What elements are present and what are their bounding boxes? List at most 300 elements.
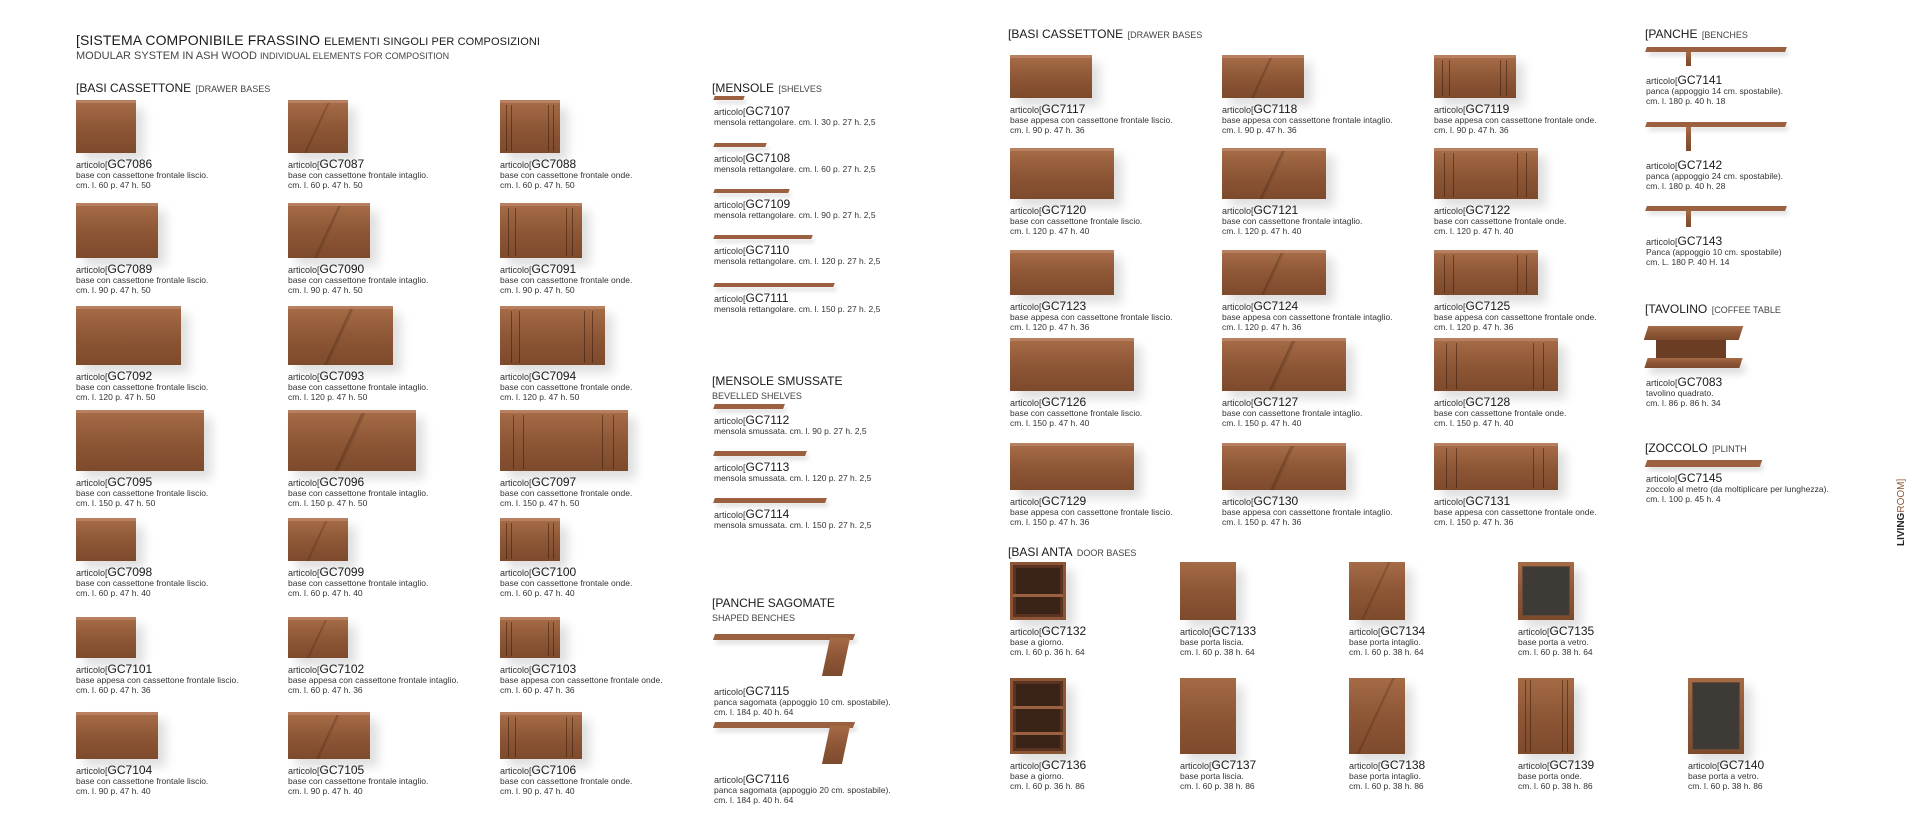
product-item bbox=[288, 410, 428, 508]
article-label: articolo[ bbox=[1222, 398, 1254, 408]
product-item bbox=[1222, 148, 1362, 236]
product-description: panca (appoggio 24 cm. spostabile). bbox=[1646, 171, 1784, 181]
product-description: Panca (appoggio 10 cm. spostabile) bbox=[1646, 247, 1782, 257]
wave-groove bbox=[1444, 255, 1445, 293]
product-caption bbox=[288, 477, 428, 508]
glass-door-base-image bbox=[1518, 562, 1574, 620]
wave-groove bbox=[1517, 255, 1518, 293]
wave-groove bbox=[513, 415, 514, 469]
product-code: GC7138 bbox=[1380, 758, 1426, 772]
product-code: GC7129 bbox=[1041, 494, 1087, 508]
product-code: GC7127 bbox=[1253, 395, 1299, 409]
product-caption bbox=[714, 245, 880, 266]
wave-groove bbox=[1526, 153, 1527, 197]
article-label: articolo[ bbox=[714, 775, 746, 785]
product-description: base con cassettone frontale onde. bbox=[1434, 216, 1567, 226]
product-description: mensola rettangolare. cm. l. 120 p. 27 h. 2,5 bbox=[714, 256, 881, 266]
title-sub: ELEMENTI SINGOLI PER COMPOSIZIONI bbox=[324, 36, 541, 48]
product-description: base appesa con cassettone frontale liscio. bbox=[1010, 507, 1173, 517]
article-label: articolo[ bbox=[288, 766, 320, 776]
product-description: base con cassettone frontale intaglio. bbox=[1222, 216, 1363, 226]
drawer-base-image bbox=[500, 712, 582, 759]
product-caption bbox=[1434, 104, 1597, 135]
article-label: articolo[ bbox=[1222, 497, 1254, 507]
drawer-base-image bbox=[1222, 250, 1326, 295]
product-dimensions: cm. l. 120 p. 47 h. 40 bbox=[1010, 226, 1090, 236]
product-caption bbox=[1349, 626, 1425, 657]
product-dimensions: cm. l. 180 p. 40 h. 18 bbox=[1646, 96, 1726, 106]
product-code: GC7102 bbox=[319, 662, 365, 676]
glass-door-base-image bbox=[1688, 678, 1744, 754]
product-description: base con cassettone frontale onde. bbox=[500, 382, 633, 392]
article-label: articolo[ bbox=[1646, 378, 1678, 388]
product-code: GC7103 bbox=[531, 662, 577, 676]
product-dimensions: cm. l. 90 p. 47 h. 36 bbox=[1434, 125, 1509, 135]
article-label: articolo[ bbox=[714, 154, 746, 164]
product-code: GC7118 bbox=[1253, 102, 1298, 116]
drawer-base-image bbox=[1010, 55, 1092, 98]
product-item bbox=[76, 100, 208, 190]
article-label: articolo[ bbox=[76, 265, 108, 275]
wave-groove bbox=[511, 105, 512, 151]
wave-groove bbox=[553, 523, 554, 559]
wave-groove bbox=[602, 415, 603, 469]
door-base-image bbox=[1180, 678, 1236, 754]
product-dimensions: cm. l. 120 p. 47 h. 50 bbox=[288, 392, 368, 402]
wave-groove bbox=[548, 523, 549, 559]
product-item bbox=[1646, 206, 1786, 267]
coffee-table-image bbox=[1646, 326, 1741, 371]
product-code: GC7126 bbox=[1041, 395, 1087, 409]
product-dimensions: cm. l. 120 p. 47 h. 40 bbox=[1434, 226, 1514, 236]
product-code: GC7115 bbox=[745, 684, 790, 698]
product-dimensions: cm. l. 150 p. 47 h. 40 bbox=[1222, 418, 1302, 428]
product-caption bbox=[288, 159, 428, 190]
product-item bbox=[714, 143, 876, 174]
article-label: articolo[ bbox=[1010, 497, 1042, 507]
drawer-base-image bbox=[288, 518, 348, 561]
product-item bbox=[76, 203, 208, 295]
drawer-base-image bbox=[288, 712, 370, 759]
product-item bbox=[1434, 250, 1597, 332]
article-label: articolo[ bbox=[714, 463, 746, 473]
article-label: articolo[ bbox=[500, 372, 532, 382]
wave-groove bbox=[1456, 448, 1457, 488]
product-caption bbox=[1646, 377, 1741, 408]
drawer-base-image bbox=[1434, 148, 1538, 199]
product-code: GC7104 bbox=[107, 763, 153, 777]
product-dimensions: cm. l. 60 p. 47 h. 40 bbox=[288, 588, 363, 598]
product-code: GC7122 bbox=[1465, 203, 1511, 217]
product-description: base porta a vetro. bbox=[1518, 637, 1589, 647]
drawer-base-image bbox=[500, 203, 582, 258]
product-caption bbox=[500, 371, 632, 402]
product-description: mensola smussata. cm. l. 90 p. 27 h. 2,5 bbox=[714, 426, 867, 436]
carve-detail bbox=[288, 521, 348, 561]
product-description: base con cassettone frontale intaglio. bbox=[288, 578, 429, 588]
product-item bbox=[1010, 678, 1086, 791]
product-item bbox=[288, 712, 428, 796]
article-label: articolo[ bbox=[1222, 302, 1254, 312]
product-description: base appesa con cassettone frontale intaglio. bbox=[1222, 115, 1393, 125]
product-description: zoccolo al metro (da moltiplicare per lunghezza). bbox=[1646, 484, 1829, 494]
inner-shelf bbox=[1013, 732, 1063, 735]
product-code: GC7097 bbox=[531, 475, 577, 489]
product-description: mensola rettangolare. cm. l. 150 p. 27 h. 2,5 bbox=[714, 304, 881, 314]
product-code: GC7121 bbox=[1253, 203, 1299, 217]
wave-groove bbox=[1506, 60, 1507, 96]
article-label: articolo[ bbox=[1010, 206, 1042, 216]
product-code: GC7141 bbox=[1677, 73, 1723, 87]
wave-groove bbox=[553, 622, 554, 656]
product-code: GC7114 bbox=[745, 507, 790, 521]
product-dimensions: cm. l. 150 p. 47 h. 50 bbox=[76, 498, 156, 508]
shelf-image bbox=[713, 143, 766, 147]
product-code: GC7086 bbox=[107, 157, 153, 171]
product-dimensions: cm. l. 150 p. 47 h. 50 bbox=[288, 498, 368, 508]
article-label: articolo[ bbox=[500, 478, 532, 488]
product-code: GC7112 bbox=[745, 413, 790, 427]
product-description: base con cassettone frontale liscio. bbox=[76, 382, 209, 392]
carve-detail bbox=[1222, 341, 1346, 391]
product-description: base porta liscia. bbox=[1180, 771, 1244, 781]
product-dimensions: cm. l. 60 p. 47 h. 50 bbox=[76, 180, 151, 190]
article-label: articolo[ bbox=[1688, 761, 1720, 771]
product-code: GC7083 bbox=[1677, 375, 1723, 389]
product-code: GC7106 bbox=[531, 763, 577, 777]
product-code: GC7096 bbox=[319, 475, 365, 489]
wave-groove bbox=[1446, 448, 1447, 488]
article-label: articolo[ bbox=[1010, 627, 1042, 637]
wave-groove bbox=[508, 208, 509, 256]
article-label: articolo[ bbox=[1010, 398, 1042, 408]
product-code: GC7125 bbox=[1465, 299, 1511, 313]
drawer-base-image bbox=[76, 617, 136, 658]
product-description: base porta intaglio. bbox=[1349, 637, 1421, 647]
product-item bbox=[1646, 122, 1786, 191]
wave-groove bbox=[566, 208, 567, 256]
product-code: GC7134 bbox=[1380, 624, 1426, 638]
wave-groove bbox=[592, 311, 593, 363]
article-label: articolo[ bbox=[288, 160, 320, 170]
product-dimensions: cm. l. 90 p. 47 h. 50 bbox=[500, 285, 575, 295]
product-code: GC7109 bbox=[745, 197, 791, 211]
table-top bbox=[1644, 326, 1744, 340]
product-dimensions: cm. l. 120 p. 47 h. 50 bbox=[500, 392, 580, 402]
product-description: base con cassettone frontale intaglio. bbox=[288, 776, 429, 786]
product-item bbox=[1434, 338, 1566, 428]
article-label: articolo[ bbox=[1646, 76, 1678, 86]
product-item bbox=[1434, 55, 1597, 135]
product-dimensions: cm. l. 60 p. 38 h. 86 bbox=[1180, 781, 1255, 791]
product-caption bbox=[1434, 397, 1566, 428]
wave-groove bbox=[548, 622, 549, 656]
drawer-base-image bbox=[288, 617, 348, 658]
article-label: articolo[ bbox=[1434, 105, 1466, 115]
product-code: GC7137 bbox=[1211, 758, 1257, 772]
article-label: articolo[ bbox=[500, 160, 532, 170]
article-label: articolo[ bbox=[714, 510, 746, 520]
drawer-base-image bbox=[76, 306, 181, 365]
drawer-base-image bbox=[1010, 148, 1114, 199]
product-caption bbox=[1646, 473, 1829, 504]
product-dimensions: cm. l. 90 p. 47 h. 40 bbox=[76, 786, 151, 796]
side-label: LIVINGROOM] bbox=[1896, 478, 1907, 546]
product-item bbox=[1222, 338, 1362, 428]
product-description: base con cassettone frontale intaglio. bbox=[288, 382, 429, 392]
wave-groove bbox=[1530, 680, 1531, 752]
carve-detail bbox=[288, 309, 393, 365]
bench-support bbox=[822, 726, 850, 764]
product-caption bbox=[76, 371, 208, 402]
product-code: GC7142 bbox=[1677, 158, 1723, 172]
inner-shelf bbox=[1013, 594, 1063, 597]
drawer-base-image bbox=[500, 100, 560, 153]
product-item bbox=[500, 306, 632, 402]
wave-groove bbox=[508, 717, 509, 757]
product-dimensions: cm. l. 150 p. 47 h. 36 bbox=[1222, 517, 1302, 527]
product-description: mensola rettangolare. cm. l. 30 p. 27 h. 2,5 bbox=[714, 117, 876, 127]
product-code: GC7131 bbox=[1465, 494, 1511, 508]
article-label: articolo[ bbox=[1349, 627, 1381, 637]
drawer-base-image bbox=[1434, 338, 1558, 391]
wave-groove bbox=[1533, 448, 1534, 488]
product-caption bbox=[1222, 397, 1362, 428]
product-caption bbox=[714, 415, 867, 436]
drawer-base-image bbox=[1434, 55, 1516, 98]
shaped-bench-image bbox=[714, 628, 854, 680]
open-base-image bbox=[1010, 562, 1066, 620]
section-tavolino: [TAVOLINO [COFFEE TABLE bbox=[1645, 302, 1781, 316]
drawer-base-image bbox=[76, 410, 204, 471]
drawer-base-image bbox=[500, 518, 560, 561]
drawer-base-image bbox=[288, 306, 393, 365]
article-label: articolo[ bbox=[1222, 206, 1254, 216]
product-code: GC7139 bbox=[1549, 758, 1595, 772]
drawer-base-image bbox=[1010, 338, 1134, 391]
product-description: base a giorno. bbox=[1010, 771, 1064, 781]
product-description: base appesa con cassettone frontale onde. bbox=[500, 675, 663, 685]
product-item bbox=[288, 617, 459, 695]
product-description: base con cassettone frontale onde. bbox=[500, 578, 633, 588]
product-code: GC7101 bbox=[107, 662, 153, 676]
product-caption bbox=[1518, 626, 1594, 657]
bench-top bbox=[1645, 206, 1787, 211]
bench-image bbox=[1646, 122, 1786, 154]
product-caption bbox=[500, 159, 632, 190]
wave-groove bbox=[1517, 153, 1518, 197]
product-caption bbox=[76, 477, 208, 508]
product-description: base con cassettone frontale liscio. bbox=[1010, 408, 1143, 418]
product-code: GC7136 bbox=[1041, 758, 1087, 772]
wave-groove bbox=[511, 311, 512, 363]
drawer-base-image bbox=[76, 518, 136, 561]
product-caption bbox=[714, 293, 880, 314]
product-code: GC7088 bbox=[531, 157, 577, 171]
product-description: base porta liscia. bbox=[1180, 637, 1244, 647]
product-code: GC7113 bbox=[745, 460, 790, 474]
bench-image bbox=[1646, 206, 1786, 230]
product-caption bbox=[288, 765, 428, 796]
product-caption bbox=[76, 765, 208, 796]
product-item bbox=[714, 628, 891, 717]
product-dimensions: cm. l. 86 p. 86 h. 34 bbox=[1646, 398, 1721, 408]
product-caption bbox=[1688, 760, 1764, 791]
product-caption bbox=[288, 371, 428, 402]
product-description: mensola rettangolare. cm. l. 90 p. 27 h. 2,5 bbox=[714, 210, 876, 220]
product-code: GC7130 bbox=[1253, 494, 1299, 508]
bench-top bbox=[1645, 47, 1787, 52]
product-dimensions: cm. l. 150 p. 47 h. 50 bbox=[500, 498, 580, 508]
product-item bbox=[500, 617, 663, 695]
wave-groove bbox=[572, 717, 573, 757]
product-description: mensola rettangolare. cm. l. 60 p. 27 h. 2,5 bbox=[714, 164, 876, 174]
product-code: GC7117 bbox=[1041, 102, 1086, 116]
article-label: articolo[ bbox=[500, 766, 532, 776]
product-description: base con cassettone frontale liscio. bbox=[76, 578, 209, 588]
wave-groove bbox=[1449, 60, 1450, 96]
product-dimensions: cm. l. 150 p. 47 h. 40 bbox=[1010, 418, 1090, 428]
product-code: GC7145 bbox=[1677, 471, 1723, 485]
product-code: GC7123 bbox=[1041, 299, 1087, 313]
drawer-base-image bbox=[1010, 250, 1114, 295]
product-item bbox=[288, 100, 428, 190]
product-caption bbox=[1180, 760, 1256, 791]
section-panche: [PANCHE [BENCHES bbox=[1645, 27, 1748, 41]
product-item bbox=[1518, 678, 1594, 791]
product-description: base porta onde. bbox=[1518, 771, 1582, 781]
section-basi-cassettone-left: [BASI CASSETTONE [DRAWER BASES bbox=[76, 81, 271, 95]
product-item bbox=[288, 518, 428, 598]
wave-groove bbox=[1543, 343, 1544, 389]
wave-groove bbox=[572, 208, 573, 256]
title-main: [SISTEMA COMPONIBILE FRASSINO bbox=[76, 32, 321, 48]
product-description: base con cassettone frontale liscio. bbox=[76, 275, 209, 285]
product-item bbox=[714, 498, 871, 530]
product-dimensions: cm. L. 180 P. 40 H. 14 bbox=[1646, 257, 1730, 267]
section-mensole-smussate: [MENSOLE SMUSSATE BEVELLED SHELVES bbox=[712, 374, 843, 401]
product-caption bbox=[288, 567, 428, 598]
product-item bbox=[1010, 338, 1142, 428]
carve-detail bbox=[1222, 58, 1304, 98]
product-caption bbox=[1434, 205, 1566, 236]
section-mensole: [MENSOLE [SHELVES bbox=[712, 81, 822, 95]
product-caption bbox=[1222, 496, 1393, 527]
wave-groove bbox=[515, 717, 516, 757]
product-dimensions: cm. l. 60 p. 38 h. 64 bbox=[1180, 647, 1255, 657]
article-label: articolo[ bbox=[1180, 761, 1212, 771]
article-label: articolo[ bbox=[76, 766, 108, 776]
product-code: GC7094 bbox=[531, 369, 577, 383]
product-caption bbox=[714, 462, 871, 483]
wave-groove bbox=[613, 415, 614, 469]
product-description: base porta intaglio. bbox=[1349, 771, 1421, 781]
product-item bbox=[714, 716, 891, 805]
article-label: articolo[ bbox=[500, 265, 532, 275]
product-dimensions: cm. l. 60 p. 36 h. 86 bbox=[1010, 781, 1085, 791]
product-caption bbox=[1434, 301, 1597, 332]
product-code: GC7098 bbox=[107, 565, 153, 579]
bench-support bbox=[1686, 211, 1691, 227]
drawer-base-image bbox=[1222, 338, 1346, 391]
product-dimensions: cm. l. 184 p. 40 h. 64 bbox=[714, 707, 794, 717]
product-item bbox=[288, 306, 428, 402]
product-description: base a giorno. bbox=[1010, 637, 1064, 647]
product-item bbox=[1180, 678, 1256, 791]
wave-groove bbox=[511, 622, 512, 656]
product-caption bbox=[1434, 496, 1597, 527]
page-title bbox=[76, 32, 540, 48]
product-code: GC7132 bbox=[1041, 624, 1087, 638]
product-description: base appesa con cassettone frontale liscio. bbox=[1010, 115, 1173, 125]
product-caption bbox=[1646, 236, 1786, 267]
wave-groove bbox=[1562, 680, 1563, 752]
drawer-base-image bbox=[500, 617, 560, 658]
product-caption bbox=[500, 765, 632, 796]
wave-groove bbox=[553, 105, 554, 151]
carve-detail bbox=[1222, 151, 1326, 199]
product-description: base appesa con cassettone frontale liscio. bbox=[1010, 312, 1173, 322]
drawer-base-image bbox=[76, 203, 158, 258]
product-item bbox=[1180, 562, 1256, 657]
article-label: articolo[ bbox=[500, 568, 532, 578]
product-dimensions: cm. l. 180 p. 40 h. 28 bbox=[1646, 181, 1726, 191]
product-dimensions: cm. l. 60 p. 47 h. 50 bbox=[500, 180, 575, 190]
page-subtitle bbox=[76, 50, 449, 62]
shelf-image bbox=[713, 96, 744, 100]
product-caption bbox=[500, 264, 632, 295]
wave-groove bbox=[548, 105, 549, 151]
subtitle-sub: INDIVIDUAL ELEMENTS FOR COMPOSITION bbox=[259, 51, 450, 61]
article-label: articolo[ bbox=[1180, 627, 1212, 637]
product-caption bbox=[1222, 205, 1362, 236]
product-dimensions: cm. l. 90 p. 47 h. 50 bbox=[76, 285, 151, 295]
product-item bbox=[714, 96, 876, 127]
product-caption bbox=[76, 159, 208, 190]
product-item bbox=[500, 203, 632, 295]
product-item bbox=[76, 712, 208, 796]
product-description: base con cassettone frontale liscio. bbox=[76, 488, 209, 498]
article-label: articolo[ bbox=[1646, 237, 1678, 247]
product-dimensions: cm. l. 60 p. 38 h. 86 bbox=[1688, 781, 1763, 791]
article-label: articolo[ bbox=[288, 568, 320, 578]
product-code: GC7116 bbox=[745, 772, 790, 786]
product-description: panca (appoggio 14 cm. spostabile). bbox=[1646, 86, 1784, 96]
table-base bbox=[1644, 358, 1742, 368]
product-description: base porta a vetro. bbox=[1688, 771, 1759, 781]
product-code: GC7128 bbox=[1465, 395, 1511, 409]
article-label: articolo[ bbox=[714, 294, 746, 304]
wave-groove bbox=[1442, 60, 1443, 96]
wave-groove bbox=[1446, 343, 1447, 389]
product-caption bbox=[714, 199, 876, 220]
product-description: base con cassettone frontale onde. bbox=[500, 275, 633, 285]
door-base-image bbox=[1349, 678, 1405, 754]
section-panche-sagomate: [PANCHE SAGOMATE SHAPED BENCHES bbox=[712, 596, 835, 623]
carve-detail bbox=[1222, 253, 1326, 295]
product-dimensions: cm. l. 60 p. 47 h. 36 bbox=[500, 685, 575, 695]
product-item bbox=[1222, 250, 1393, 332]
article-label: articolo[ bbox=[1518, 761, 1550, 771]
product-dimensions: cm. l. 60 p. 47 h. 40 bbox=[500, 588, 575, 598]
product-caption bbox=[500, 567, 632, 598]
product-caption bbox=[288, 264, 428, 295]
product-item bbox=[714, 451, 871, 483]
product-item bbox=[714, 404, 867, 436]
product-description: base con cassettone frontale intaglio. bbox=[1222, 408, 1363, 418]
article-label: articolo[ bbox=[288, 478, 320, 488]
drawer-base-image bbox=[1010, 443, 1134, 490]
